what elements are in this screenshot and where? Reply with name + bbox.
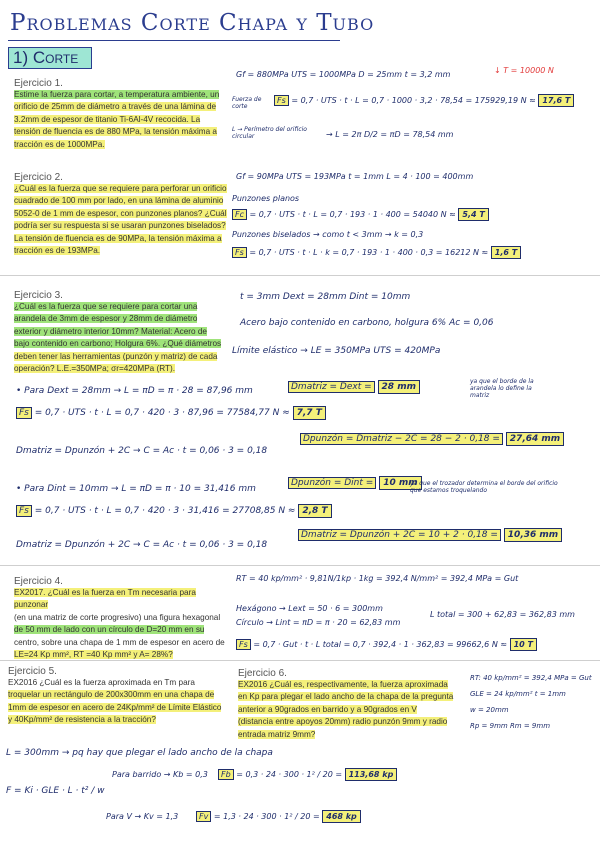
dmatriz-box: Dmatriz = Dext = [288, 381, 375, 393]
exercise-heading: Ejercicio 4. [14, 576, 63, 587]
formula-text: = 0,3 · 24 · 300 · 1² / 20 = [236, 770, 343, 779]
bottom-v: Para V → Kv = 1,3 [106, 812, 179, 821]
text-line: cuadrado de 100 mm por lado, en una lámina de aluminio [14, 196, 224, 206]
text-line: Estime la fuerza para cortar, a temperatura ambiente, un [14, 90, 220, 99]
exercise-heading: Ejercicio 2. [14, 172, 63, 183]
ex1-formula [274, 96, 574, 105]
ex3-dmatriz2 [298, 530, 562, 540]
formula-text: = 1,3 · 24 · 300 · 1² / 20 = [213, 812, 320, 821]
bottom-fb [218, 770, 397, 779]
text-line: centro, sobre una chapa de 1 mm de espesor en acero de [14, 637, 225, 647]
ex3-dmatriz-note: ya que el borde de la arandela lo define la matriz [470, 378, 534, 399]
text-line: operación? L.E.=350MPa; σr=420MPa (RT). [14, 364, 176, 374]
ex3-dpunzon1 [300, 434, 564, 444]
data-line: Rp = 9mm Rm = 9mm [470, 722, 551, 730]
fs-symbol: Fs [16, 505, 32, 517]
title-underline [8, 40, 340, 41]
data-line: w = 20mm [470, 706, 509, 714]
text-line: (en una matriz de corte progresivo) una figura hexagonal [14, 612, 221, 622]
exercise-heading: Ejercicio 3. [14, 290, 63, 301]
section-heading: 1) Corte [8, 47, 92, 69]
fv-symbol: Fv [196, 811, 211, 822]
ex2-biselados: Punzones biselados → como t < 3mm → k = 0,3 [232, 230, 424, 239]
dmatriz2-result: 10,36 mm [504, 528, 562, 542]
ex6-data [470, 670, 592, 734]
ex3-fs2 [16, 506, 332, 516]
ex2-planos: Punzones planos [232, 194, 300, 203]
text-line: exterior y diámetro interior 10mm? Material: Acero de [14, 326, 207, 336]
ex2-fs [232, 248, 521, 257]
ex1-note: ↓ T = 10000 N [494, 66, 554, 75]
formula-text: = 0,7 · UTS · t · L = 0,7 · 193 · 1 · 400 = 54040 N ≈ [249, 210, 456, 219]
ex2-fs-result: 1,6 T [491, 246, 521, 259]
text-line: (distancia entre apoyos 20mm) radio punzón 9mm y radio [238, 717, 448, 727]
text-line: EX2016 ¿Cuál es la fuerza aproximada en Tm para [8, 678, 195, 687]
text-line: orificio de 25mm de diámetro a través de una lámina de [14, 102, 217, 112]
ex3-dm2-line: Dmatriz = Dpunzón + 2C → C = Ac · t = 0,06 · 3 = 0,18 [16, 540, 268, 550]
data-line: GLE = 24 kp/mm² t = 1mm [470, 690, 566, 698]
fs-symbol: Fs [274, 95, 289, 106]
fb-symbol: Fb [218, 769, 234, 780]
ex1-perimetro-calc: → L = 2π D/2 = πD = 78,54 mm [326, 130, 454, 139]
fs-symbol: Fs [236, 639, 251, 650]
dpunzon2-box: Dpunzón = Dint = [288, 477, 376, 489]
formula-text: = 0,7 · UTS · t · L · k = 0,7 · 193 · 1 · 400 · 0,3 = 16212 N ≈ [249, 248, 489, 257]
fs-symbol: Fs [232, 247, 247, 258]
text-line: troquelar un rectángulo de 200x300mm en una chapa de [8, 690, 215, 700]
text-line: bajo contenido en carbono; Holgura 6%. ¿Qué diámetros [14, 339, 222, 349]
text-line: La tensión de fluencia es de 90MPa, la tensión máxima a [14, 233, 222, 243]
ex3-data3: Límite elástico → LE = 350MPa UTS = 420MPa [232, 346, 441, 356]
ex3-fs1-result: 7,7 T [293, 406, 326, 420]
text-line: tracción es de 1000MPa. [14, 139, 105, 149]
exercise-text [14, 183, 232, 257]
ex3-dm-line: Dmatriz = Dpunzón + 2C → C = Ac · t = 0,06 · 3 = 0,18 [16, 446, 268, 456]
exercise-text [14, 587, 232, 661]
bottom-barrido: Para barrido → Kb = 0,3 [112, 770, 208, 779]
ex3-data1: t = 3mm Dext = 28mm Dint = 10mm [240, 292, 411, 302]
ex3-fs1 [16, 408, 326, 418]
ex2-fc [232, 210, 489, 219]
ex3-data2: Acero bajo contenido en carbono, holgura 6% Ac = 0,06 [240, 318, 494, 328]
exercise-text [14, 89, 232, 151]
exercise-text [8, 677, 230, 727]
dpunzon-box: Dpunzón = Dmatriz − 2C = 28 − 2 · 0,18 = [300, 433, 503, 445]
exercise-heading: Ejercicio 6. [238, 668, 287, 679]
page-title: Problemas Corte Chapa y Tubo [10, 10, 375, 36]
exercise-5 [8, 666, 230, 727]
ex1-data: Gf = 880MPa UTS = 1000MPa D = 25mm t = 3,2 mm [236, 70, 451, 79]
bottom-fv [196, 812, 361, 821]
ex2-data: Gf = 90MPa UTS = 193MPa t = 1mm L = 4 · 100 = 400mm [236, 172, 474, 181]
ex3-dpunzon2 [288, 478, 422, 488]
ex3-dint-line: • Para Dint = 10mm → L = πD = π · 10 = 31,416 mm [16, 484, 256, 494]
text-line: en Kp para plegar el lado ancho de la chapa de la pregunta [238, 692, 454, 702]
text-line: 1mm de espesor en acero de 24Kp/mm² de Límite Elástico [8, 702, 222, 712]
dpunzon2-result: 10 mm [379, 476, 421, 490]
dpunzon1-result: 27,64 mm [506, 432, 564, 446]
ex3-fs2-result: 2,8 T [298, 504, 331, 518]
text-line: de 50 mm de lado con un círculo de D=20 mm en su [14, 625, 205, 635]
dmatriz2-box: Dmatriz = Dpunzón + 2C = 10 + 2 · 0,18 = [298, 529, 501, 541]
ex4-circ: Círculo → Lint = πD = π · 20 = 62,83 mm [236, 618, 401, 627]
text-line: 3.2mm de espesor de titanio Ti-6Al-4V recocida. La [14, 114, 201, 124]
ex4-rt: RT = 40 kp/mm² · 9,81N/1kp · 1kg = 392,4 N/mm² = 392,4 MPa = Gut [236, 574, 519, 583]
ex1-force-label: Fuerza de corte [232, 96, 262, 110]
bottom-fk: F = Ki · GLE · L · t² / w [6, 786, 105, 796]
fb-result: 113,68 kp [345, 768, 398, 781]
fc-symbol: Fc [232, 209, 247, 220]
exercise-4 [14, 576, 232, 661]
text-line: 5052-0 de 1 mm de espesor, con punzones planos? ¿Cuál [14, 208, 227, 218]
dmatriz-result: 28 mm [378, 380, 420, 394]
text-line: EX2016 ¿Cuál es, respectivamente, la fuerza aproximada [238, 680, 448, 689]
text-line: podría ser su respuesta si se usaran punzones biselados? [14, 221, 226, 231]
ex4-fs-result: 10 T [510, 638, 537, 651]
bottom-l-line: L = 300mm → pq hay que plegar el lado ancho de la chapa [6, 748, 273, 758]
text-line: ¿Cuál es la fuerza que se requiere para perforar un orificio [14, 184, 227, 193]
divider [0, 565, 600, 566]
exercise-heading: Ejercicio 5. [8, 666, 57, 677]
formula-text: = 0,7 · UTS · t · L = 0,7 · 420 · 3 · 87,96 = 77584,77 N ≈ [34, 408, 290, 418]
ex4-hex: Hexágono → Lext = 50 · 6 = 300mm [236, 604, 383, 613]
text-line: tensión de fluencia es de 880 MPa, la tensión máxima a [14, 127, 217, 137]
ex3-dpunzon2-note: ya que el trozador determina el borde del orificio que estamos troquelando [410, 480, 558, 494]
text-line: arandela de 3mm de espesor y 28mm de diámetro [14, 314, 198, 324]
ex1-result: 17,6 T [538, 94, 574, 107]
fv-result: 468 kp [322, 810, 361, 823]
formula-text: = 0,7 · UTS · t · L = 0,7 · 420 · 3 · 31,416 = 27708,85 N ≈ [34, 506, 296, 516]
ex3-dmatriz [288, 382, 420, 392]
text-line: LE=24 Kp mm², RT =40 Kp mm² y A= 28%? [14, 650, 173, 660]
text-line: EX2017. ¿Cuál es la fuerza en Tm necesaria para punzonar [14, 588, 196, 610]
exercise-1 [14, 78, 232, 151]
text-line: entrada matriz 9mm? [238, 729, 316, 739]
divider [0, 660, 600, 661]
exercise-text [238, 679, 464, 741]
text-line: anterior a 90grados en barrido y a 90grados en V [238, 704, 417, 714]
exercise-text [14, 301, 232, 375]
ex1-perimetro: L → Perímetro del orificio circular [232, 126, 307, 140]
formula-text: = 0,7 · UTS · t · L = 0,7 · 1000 · 3,2 · 78,54 = 175929,19 N ≈ [291, 96, 536, 105]
text-line: deben tener las herramientas (punzón y matriz) de cada [14, 351, 218, 361]
text-line: tracción es de 193MPa. [14, 246, 101, 256]
exercise-6 [238, 668, 464, 741]
divider [0, 275, 600, 276]
text-line: ¿Cuál es la fuerza que se requiere para cortar una [14, 302, 198, 311]
ex3-dext-line: • Para Dext = 28mm → L = πD = π · 28 = 87,96 mm [16, 386, 253, 396]
fs-symbol: Fs [16, 407, 32, 419]
ex2-fc-result: 5,4 T [458, 208, 488, 221]
exercise-heading: Ejercicio 1. [14, 78, 63, 89]
formula-text: = 0,7 · Gut · t · L total = 0,7 · 392,4 · 1 · 362,83 = 99662,6 N ≈ [253, 640, 508, 649]
exercise-2 [14, 172, 232, 257]
data-line: RT: 40 kp/mm² = 392,4 MPa = Gut [470, 674, 592, 682]
ex4-ltotal: L total = 300 + 62,83 = 362,83 mm [430, 610, 575, 619]
ex4-fs [236, 640, 537, 649]
exercise-3 [14, 290, 232, 375]
text-line: y 40Kp/mm² de resistencia a la tracción? [8, 715, 156, 725]
